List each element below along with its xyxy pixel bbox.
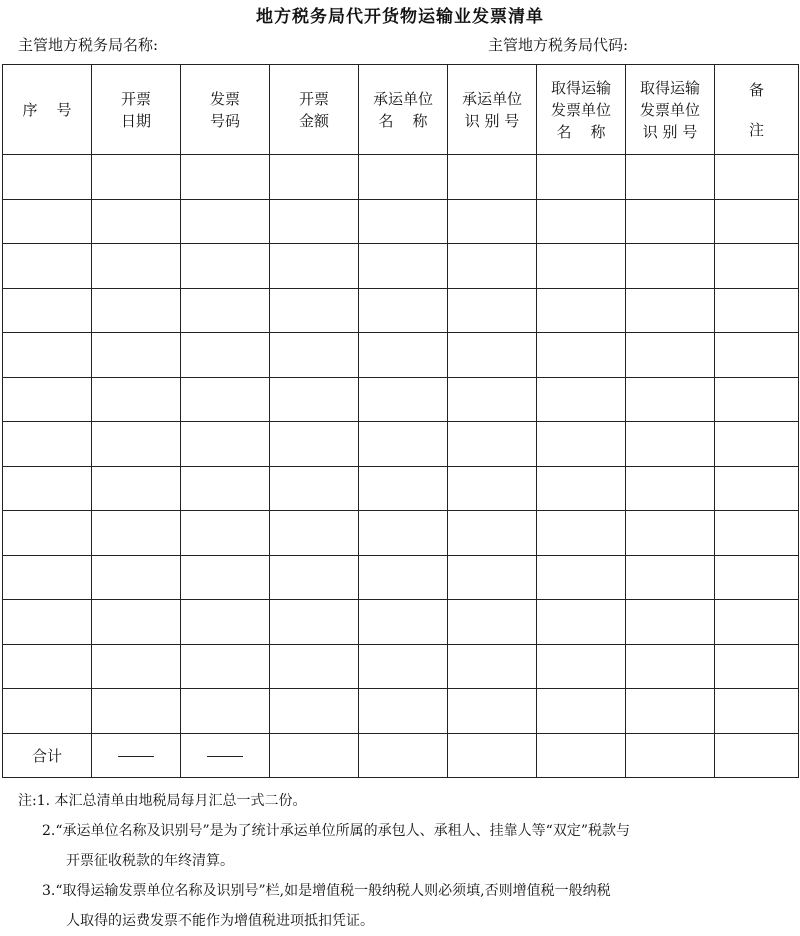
table-row: [3, 644, 799, 689]
table-cell[interactable]: [715, 600, 799, 645]
table-cell[interactable]: [181, 288, 270, 333]
table-cell[interactable]: [537, 155, 626, 200]
note-3-line-1: 3.“取得运输发票单位名称及识别号”栏,如是增值税一般纳税人则必须填,否则增值税一般纳税: [42, 883, 611, 899]
table-cell[interactable]: [270, 422, 359, 467]
table-cell[interactable]: [626, 644, 715, 689]
table-cell[interactable]: [715, 644, 799, 689]
table-row: [3, 555, 799, 600]
invoice-list-table: [2, 64, 799, 778]
table-cell[interactable]: [359, 288, 448, 333]
table-cell[interactable]: [3, 333, 92, 378]
table-row: [3, 155, 799, 200]
header-carrier-name: 承运单位 名 称: [359, 65, 448, 155]
table-row: [3, 600, 799, 645]
note-2-line-1: 2.“承运单位名称及识别号”是为了统计承运单位所属的承包人、承租人、挂靠人等“双定”税款与: [42, 823, 630, 839]
table-cell[interactable]: [270, 377, 359, 422]
table-cell[interactable]: [270, 199, 359, 244]
table-cell[interactable]: [3, 288, 92, 333]
table-cell[interactable]: [359, 600, 448, 645]
table-cell[interactable]: [537, 422, 626, 467]
table-row: [3, 466, 799, 511]
table-cell[interactable]: [181, 422, 270, 467]
table-cell[interactable]: [181, 377, 270, 422]
table-cell[interactable]: [92, 555, 181, 600]
table-cell[interactable]: [448, 333, 537, 378]
table-cell[interactable]: [359, 511, 448, 556]
table-cell[interactable]: [3, 155, 92, 200]
table-cell[interactable]: [270, 288, 359, 333]
dash-mark: [207, 756, 243, 757]
table-cell[interactable]: [3, 689, 92, 734]
table-cell[interactable]: [448, 511, 537, 556]
table-cell[interactable]: [715, 333, 799, 378]
table-cell[interactable]: [92, 600, 181, 645]
table-cell[interactable]: [715, 288, 799, 333]
table-cell[interactable]: [626, 555, 715, 600]
header-invoice-number: 发票 号码: [181, 65, 270, 155]
table-cell[interactable]: [626, 333, 715, 378]
header-recipient-id: 取得运输 发票单位 识 别 号: [626, 65, 715, 155]
table-cell[interactable]: [92, 466, 181, 511]
header-carrier-id: 承运单位 识 别 号: [448, 65, 537, 155]
table-cell[interactable]: [270, 155, 359, 200]
total-date-dash: [92, 733, 181, 777]
table-cell[interactable]: [448, 199, 537, 244]
table-row: [3, 333, 799, 378]
table-cell[interactable]: [3, 199, 92, 244]
table-cell[interactable]: [270, 600, 359, 645]
header-serial-number: 序 号: [3, 65, 92, 155]
table-cell[interactable]: [3, 555, 92, 600]
note-1: 注:1. 本汇总清单由地税局每月汇总一式二份。: [18, 793, 307, 809]
total-cell: [537, 733, 626, 777]
table-cell[interactable]: [92, 511, 181, 556]
table-cell[interactable]: [181, 155, 270, 200]
table-header-row: [3, 65, 799, 155]
table-cell[interactable]: [3, 244, 92, 289]
authority-name-label: 主管地方税务局名称:: [18, 36, 159, 54]
table-cell[interactable]: [626, 199, 715, 244]
table-cell[interactable]: [537, 288, 626, 333]
table-cell[interactable]: [92, 377, 181, 422]
table-cell[interactable]: [270, 333, 359, 378]
table-cell[interactable]: [92, 644, 181, 689]
table-cell[interactable]: [181, 689, 270, 734]
total-cell: [359, 733, 448, 777]
table-cell[interactable]: [270, 511, 359, 556]
table-cell[interactable]: [359, 644, 448, 689]
table-cell[interactable]: [359, 377, 448, 422]
table-cell[interactable]: [359, 333, 448, 378]
table-cell[interactable]: [3, 422, 92, 467]
header-recipient-name: 取得运输 发票单位 名 称: [537, 65, 626, 155]
table-cell[interactable]: [359, 422, 448, 467]
table-row: [3, 199, 799, 244]
table-cell[interactable]: [626, 600, 715, 645]
table-cell[interactable]: [537, 199, 626, 244]
table-cell[interactable]: [3, 600, 92, 645]
table-cell[interactable]: [270, 466, 359, 511]
table-cell[interactable]: [715, 244, 799, 289]
table-cell[interactable]: [92, 155, 181, 200]
table-cell[interactable]: [537, 555, 626, 600]
table-cell[interactable]: [359, 466, 448, 511]
table-cell[interactable]: [626, 155, 715, 200]
table-cell[interactable]: [181, 244, 270, 289]
table-cell[interactable]: [3, 644, 92, 689]
header-issue-date: 开票 日期: [92, 65, 181, 155]
table-cell[interactable]: [448, 155, 537, 200]
table-row: [3, 288, 799, 333]
table-cell[interactable]: [92, 422, 181, 467]
table-cell[interactable]: [270, 689, 359, 734]
table-cell[interactable]: [359, 199, 448, 244]
table-cell[interactable]: [359, 555, 448, 600]
table-cell[interactable]: [715, 689, 799, 734]
table-cell[interactable]: [270, 644, 359, 689]
table-cell[interactable]: [537, 244, 626, 289]
table-cell[interactable]: [448, 555, 537, 600]
table-cell[interactable]: [92, 244, 181, 289]
table-cell[interactable]: [448, 244, 537, 289]
table-cell[interactable]: [626, 377, 715, 422]
note-3-line-2: 人取得的运费发票不能作为增值税进项抵扣凭证。: [66, 913, 374, 929]
dash-mark: [118, 756, 154, 757]
table-cell[interactable]: [270, 555, 359, 600]
table-cell[interactable]: [3, 466, 92, 511]
table-cell[interactable]: [448, 377, 537, 422]
table-cell[interactable]: [448, 288, 537, 333]
table-row: [3, 422, 799, 467]
table-cell[interactable]: [715, 377, 799, 422]
table-cell[interactable]: [359, 155, 448, 200]
table-cell[interactable]: [626, 288, 715, 333]
total-cell: [448, 733, 537, 777]
total-cell: [626, 733, 715, 777]
table-cell[interactable]: [448, 466, 537, 511]
table-cell[interactable]: [92, 199, 181, 244]
table-cell[interactable]: [270, 244, 359, 289]
table-cell[interactable]: [715, 155, 799, 200]
table-cell[interactable]: [626, 422, 715, 467]
table-cell[interactable]: [92, 288, 181, 333]
table-cell[interactable]: [181, 600, 270, 645]
table-cell[interactable]: [537, 600, 626, 645]
total-cell: [715, 733, 799, 777]
total-amount-cell[interactable]: [270, 733, 359, 777]
table-cell[interactable]: [715, 511, 799, 556]
table-row: [3, 689, 799, 734]
table-cell[interactable]: [626, 244, 715, 289]
table-cell[interactable]: [448, 644, 537, 689]
table-cell[interactable]: [537, 644, 626, 689]
table-cell[interactable]: [448, 422, 537, 467]
table-cell[interactable]: [715, 422, 799, 467]
table-cell[interactable]: [181, 555, 270, 600]
table-cell[interactable]: [3, 377, 92, 422]
table-row: [3, 377, 799, 422]
table-cell[interactable]: [3, 511, 92, 556]
table-cell[interactable]: [715, 466, 799, 511]
table-cell[interactable]: [181, 466, 270, 511]
header-remarks: 备 注: [715, 65, 799, 155]
table-cell[interactable]: [715, 199, 799, 244]
table-row: [3, 511, 799, 556]
table-cell[interactable]: [181, 511, 270, 556]
table-cell[interactable]: [537, 377, 626, 422]
table-cell[interactable]: [537, 333, 626, 378]
table-cell[interactable]: [92, 333, 181, 378]
table-cell[interactable]: [359, 689, 448, 734]
header-invoice-amount: 开票 金额: [270, 65, 359, 155]
table-cell[interactable]: [537, 466, 626, 511]
table-cell[interactable]: [181, 333, 270, 378]
table-cell[interactable]: [181, 199, 270, 244]
table-cell[interactable]: [92, 689, 181, 734]
form-title: 地方税务局代开货物运输业发票清单: [256, 7, 544, 27]
table-cell[interactable]: [448, 689, 537, 734]
total-row: [3, 733, 799, 777]
total-label: 合计: [3, 733, 92, 777]
total-number-dash: [181, 733, 270, 777]
table-cell[interactable]: [626, 466, 715, 511]
table-cell[interactable]: [537, 511, 626, 556]
table-cell[interactable]: [537, 689, 626, 734]
table-cell[interactable]: [626, 689, 715, 734]
table-cell[interactable]: [448, 600, 537, 645]
table-cell[interactable]: [181, 644, 270, 689]
table-cell[interactable]: [359, 244, 448, 289]
note-2-line-2: 开票征收税款的年终清算。: [66, 853, 234, 869]
notes-section: [18, 786, 798, 936]
table-row: [3, 244, 799, 289]
authority-code-label: 主管地方税务局代码:: [488, 36, 629, 54]
table-cell[interactable]: [715, 555, 799, 600]
table-cell[interactable]: [626, 511, 715, 556]
